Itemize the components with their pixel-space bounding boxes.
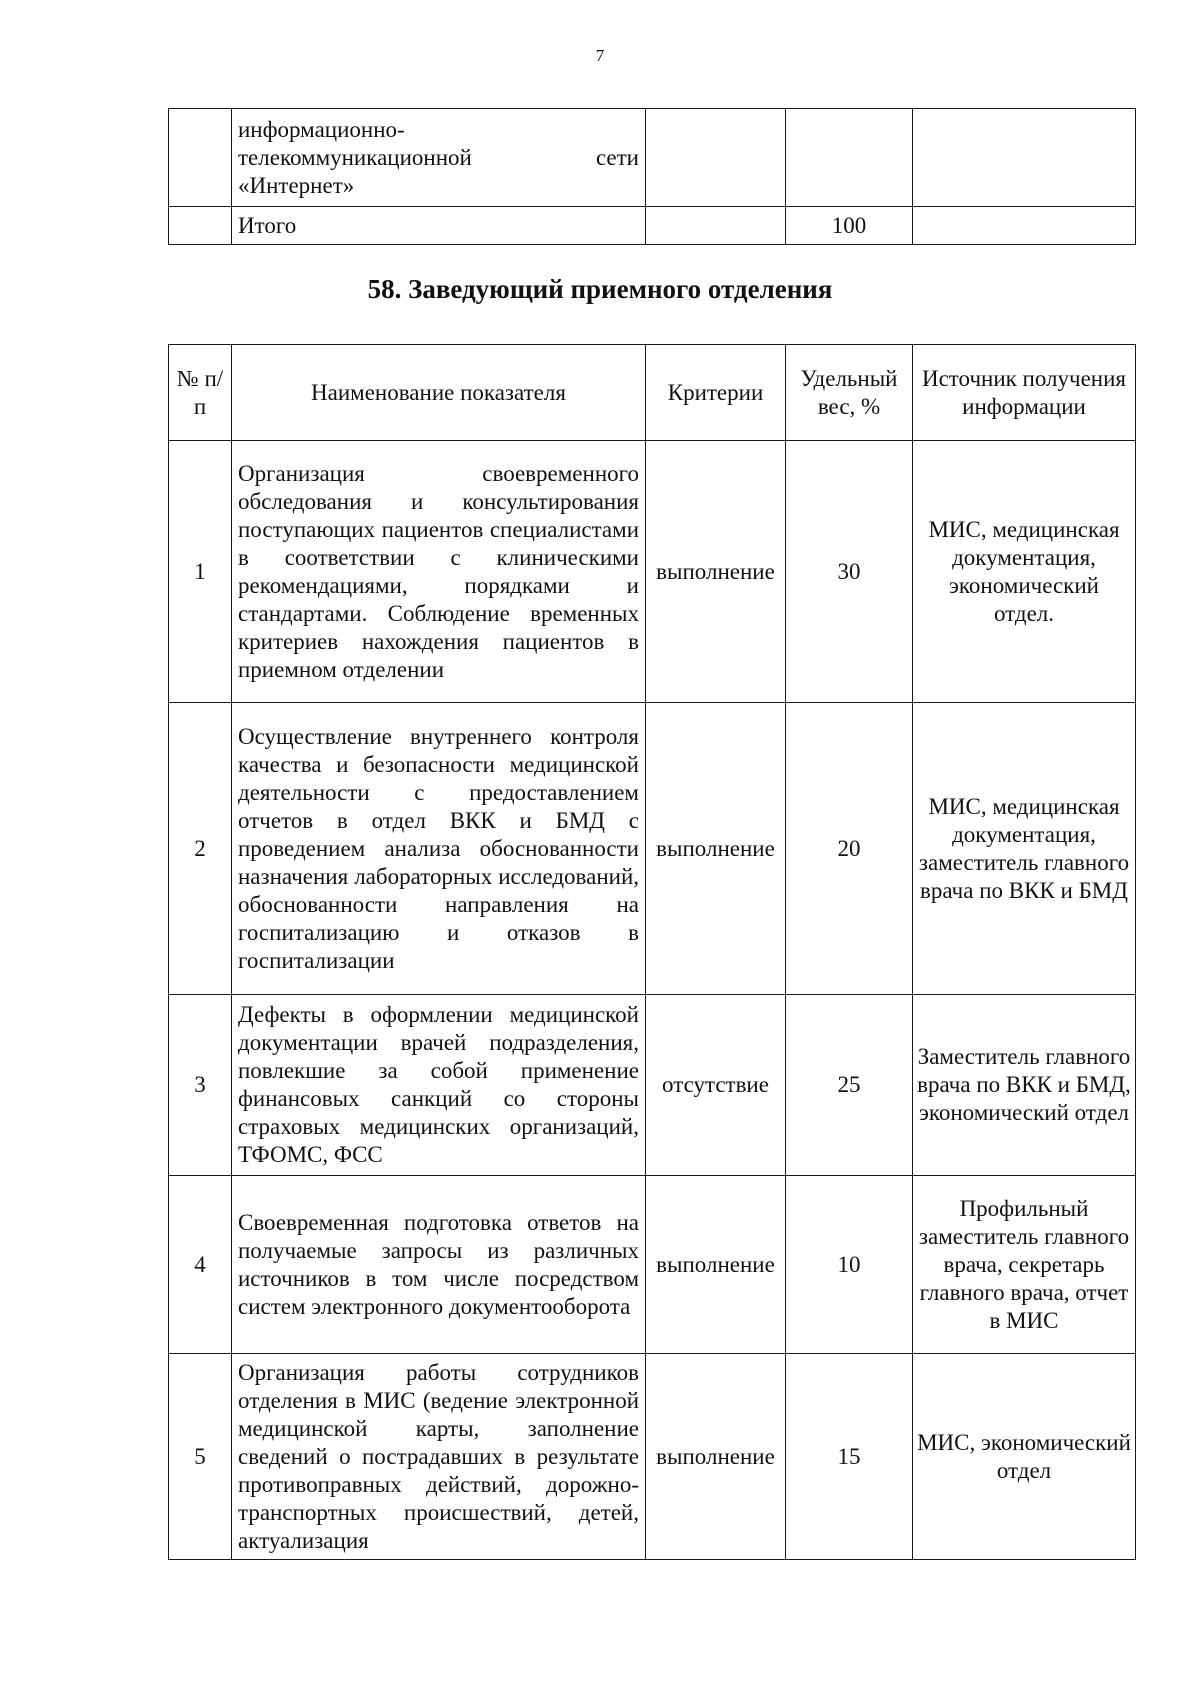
cell-num: 4	[169, 1176, 232, 1354]
cell-num: 1	[169, 441, 232, 703]
cell-weight: 100	[786, 207, 913, 245]
name-line-2	[238, 144, 639, 172]
cell-weight: 15	[786, 1354, 913, 1560]
table-row	[169, 995, 1136, 1176]
cell-source	[913, 207, 1136, 245]
continued-table	[168, 108, 1136, 245]
header-criteria: Критерии	[646, 345, 786, 441]
cell-source	[913, 109, 1136, 207]
cell-criteria: выполнение	[646, 441, 786, 703]
cell-criteria	[646, 207, 786, 245]
page-number: 7	[595, 46, 605, 65]
cell-name: Организация работы сотрудников отделения в МИС (ведение электронной медицинской карты, заполнение сведений о пострадавших в результате противоправных действий, дорожно-транспортных происшествий, детей, актуализация	[232, 1354, 646, 1560]
cell-num: 5	[169, 1354, 232, 1560]
cell-num: 2	[169, 703, 232, 995]
cell-criteria: выполнение	[646, 1176, 786, 1354]
cell-source: МИС, медицинская документация, экономический отдел.	[913, 441, 1136, 703]
cell-weight: 10	[786, 1176, 913, 1354]
cell-criteria: выполнение	[646, 703, 786, 995]
name-line-1: информационно-	[238, 116, 405, 142]
cell-source: Заместитель главного врача по ВКК и БМД, экономический отдел	[913, 995, 1136, 1176]
cell-num	[169, 207, 232, 245]
cell-name	[232, 109, 646, 207]
cell-name: Своевременная подготовка ответов на получаемые запросы из различных источников в том числе посредством систем электронного документооборота	[232, 1176, 646, 1354]
indicators-table	[168, 344, 1136, 1560]
header-name: Наименование показателя	[232, 345, 646, 441]
header-num: № п/п	[169, 345, 232, 441]
cell-weight	[786, 109, 913, 207]
table-row	[169, 1176, 1136, 1354]
cell-criteria	[646, 109, 786, 207]
cell-weight: 25	[786, 995, 913, 1176]
cell-source: МИС, медицинская документация, заместитель главного врача по ВКК и БМД	[913, 703, 1136, 995]
cell-num	[169, 109, 232, 207]
header-weight: Удельный вес, %	[786, 345, 913, 441]
cell-name: Дефекты в оформлении медицинской документации врачей подразделения, повлекшие за собой применение финансовых санкций со стороны страховых медицинских организаций, ТФОМС, ФСС	[232, 995, 646, 1176]
cell-weight: 30	[786, 441, 913, 703]
name-line-2b: сети	[595, 144, 639, 170]
cell-source: МИС, экономический отдел	[913, 1354, 1136, 1560]
cell-weight: 20	[786, 703, 913, 995]
name-line-2a: телекоммуникационной	[238, 144, 472, 170]
header-source: Источник получения информации	[913, 345, 1136, 441]
name-line-3: «Интернет»	[238, 172, 355, 198]
table-row	[169, 703, 1136, 995]
cell-name: Осуществление внутреннего контроля качества и безопасности медицинской деятельности с предоставлением отчетов в отдел ВКК и БМД с проведением анализа обоснованности назначения лабораторных исследований, обоснованности направления на госпитализацию и отказов в госпитализации	[232, 703, 646, 995]
table-row-total	[169, 207, 1136, 245]
table-row-continued	[169, 109, 1136, 207]
table-row	[169, 441, 1136, 703]
section-title: 58. Заведующий приемного отделения	[367, 274, 833, 304]
cell-criteria: выполнение	[646, 1354, 786, 1560]
cell-num: 3	[169, 995, 232, 1176]
cell-name: Организация своевременного обследования и консультирования поступающих пациентов специалистами в соответствии с клиническими рекомендациями, порядками и стандартами. Соблюдение временных критериев нахождения пациентов в приемном отделении	[232, 441, 646, 703]
table-header-row	[169, 345, 1136, 441]
cell-source: Профильный заместитель главного врача, секретарь главного врача, отчет в МИС	[913, 1176, 1136, 1354]
cell-name: Итого	[232, 207, 646, 245]
table-row	[169, 1354, 1136, 1560]
cell-criteria: отсутствие	[646, 995, 786, 1176]
